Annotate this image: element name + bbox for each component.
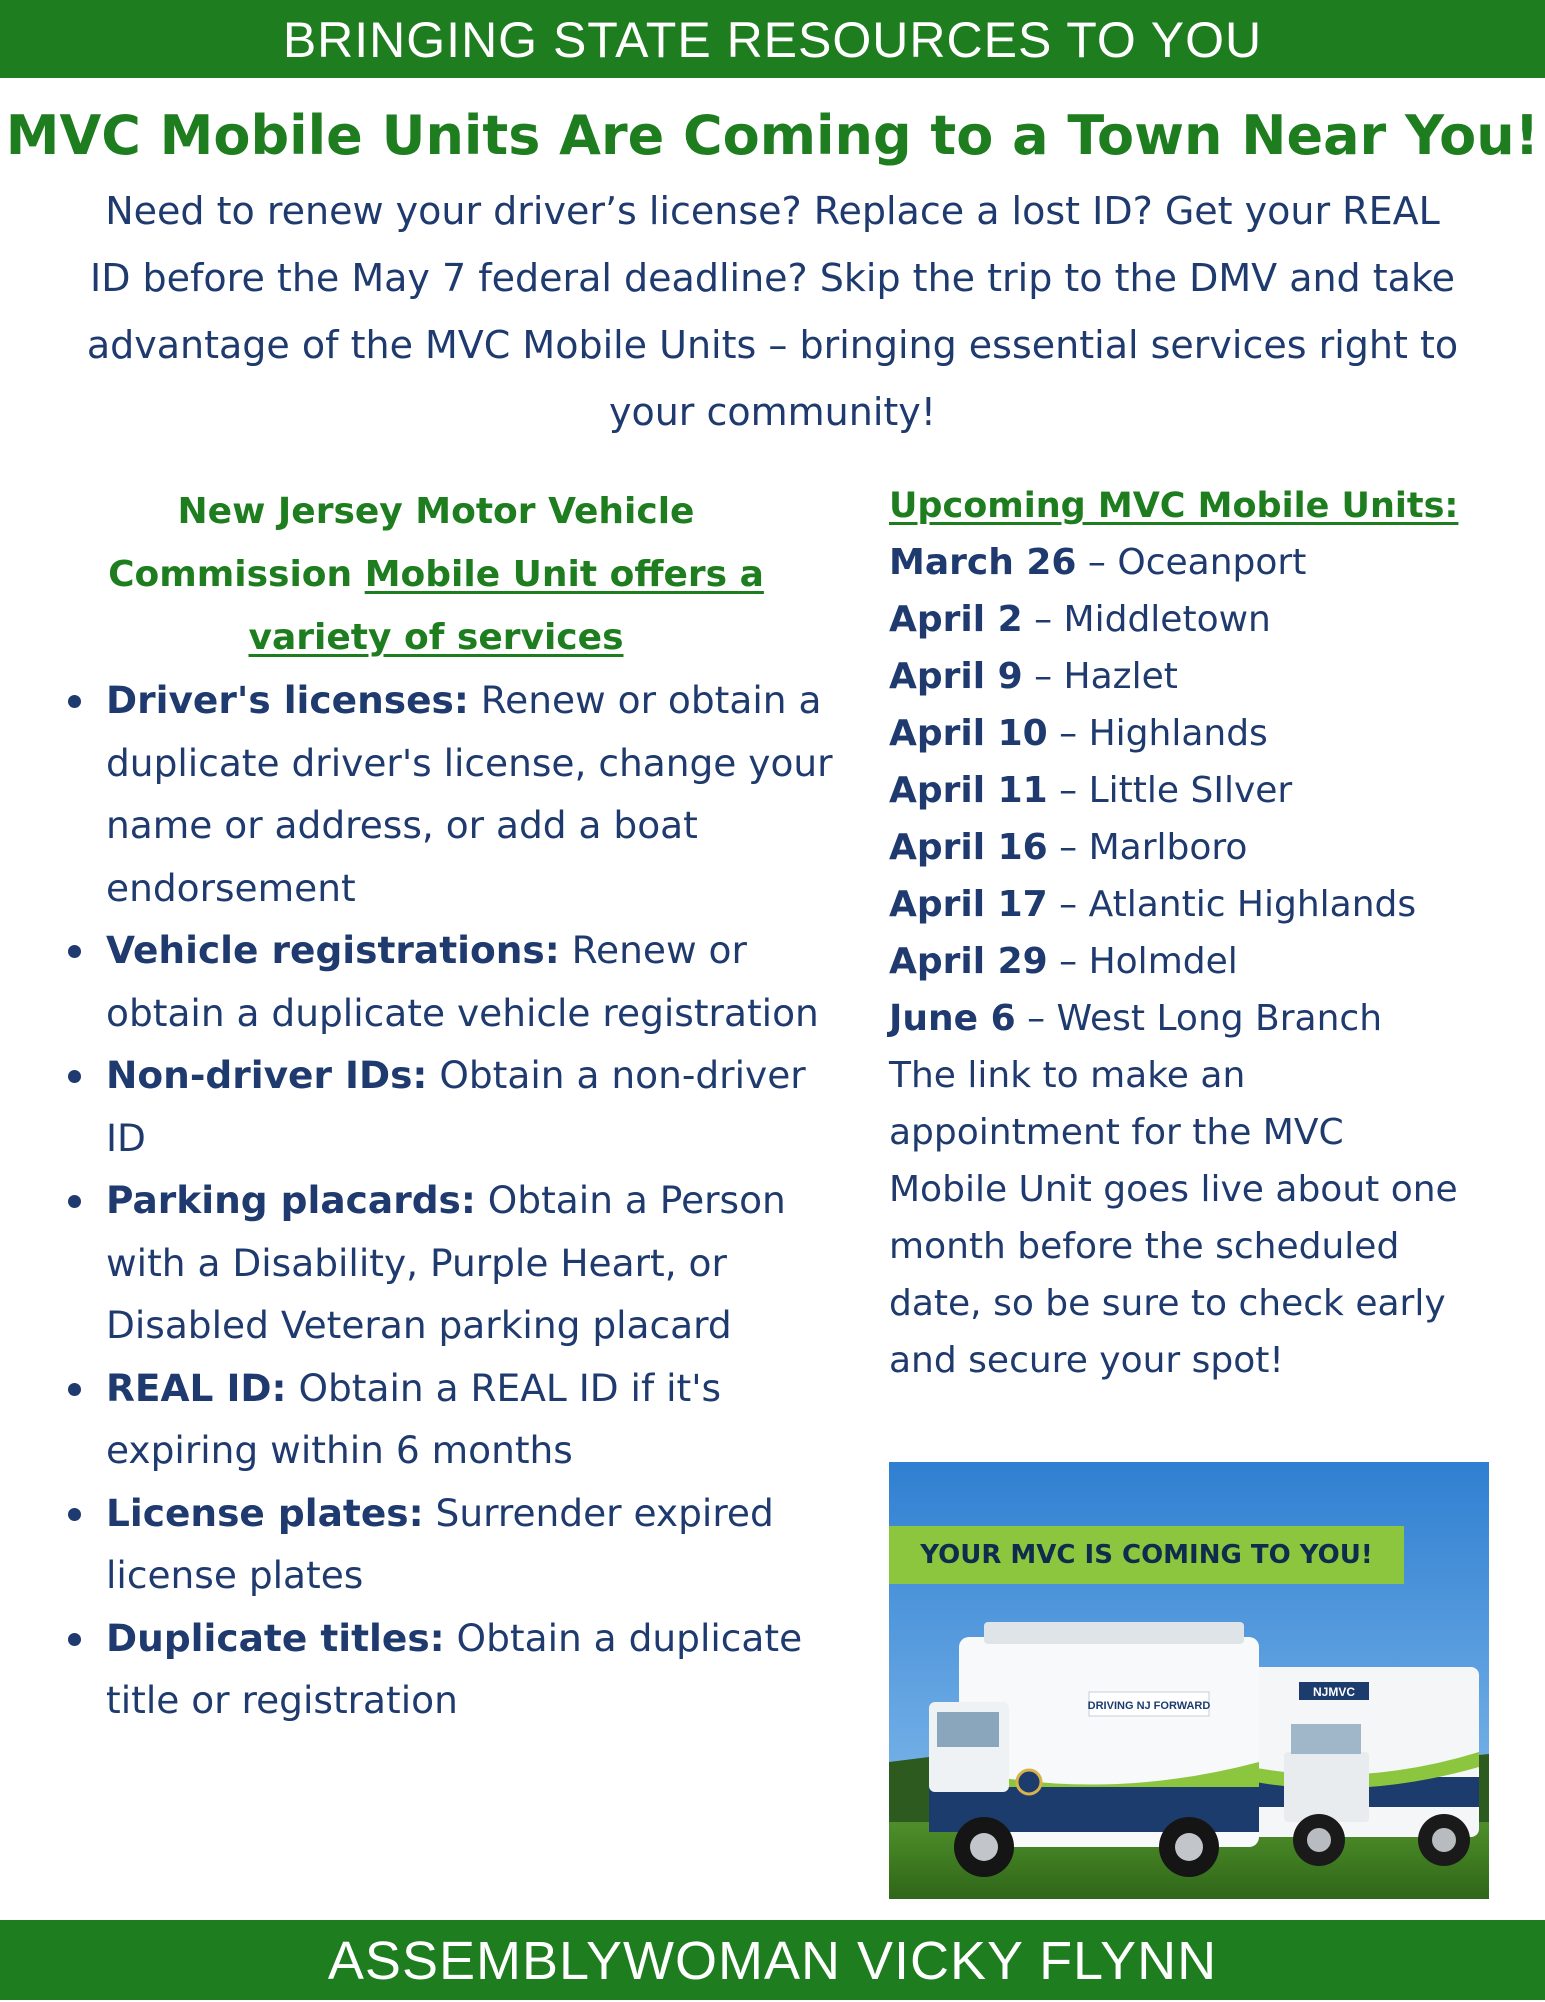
service-item [56,1482,836,1607]
schedule-date: April 11 [889,770,1048,811]
schedule-date: April 9 [889,656,1023,697]
bullet-icon [68,945,81,958]
bullet-icon [68,695,81,708]
bullet-icon [68,1070,81,1083]
top-banner: BRINGING STATE RESOURCES TO YOU [0,0,1545,78]
schedule-date: April 16 [889,827,1048,868]
service-term: License plates: [106,1490,424,1535]
schedule-date: April 29 [889,941,1048,982]
schedule-item [889,591,1489,648]
bullet-icon [68,1195,81,1208]
schedule-item [889,819,1489,876]
schedule-town: – Holmdel [1047,941,1238,982]
services-list [56,669,836,1732]
service-description: Obtain a non-driver ID [106,1053,806,1160]
service-term: Parking placards: [106,1178,476,1222]
service-term: Vehicle registrations: [106,928,560,972]
service-description: Obtain a REAL ID if it's expiring within 6 months [106,1365,722,1472]
schedule-list [889,534,1489,1047]
service-item [56,1169,836,1357]
schedule-town: – Highlands [1047,713,1268,754]
service-description: Obtain a Person with a Disability, Purple Heart, or Disabled Veteran parking placard [106,1178,786,1347]
service-term: REAL ID: [106,1365,287,1410]
intro-paragraph: Need to renew your driver’s license? Replace a lost ID? Get your REAL ID before the May 7 federal deadline? Skip the trip to the DMV and take advantage of the MVC Mobile Units – bringing essential services right to your community! [86,189,1459,434]
schedule-town: – Hazlet [1022,656,1178,697]
schedule-date: April 17 [889,884,1048,925]
bullet-icon [68,1508,81,1521]
services-heading-underlined: Mobile Unit offers a variety of services [248,554,764,658]
photo-banner: YOUR MVC IS COMING TO YOU! [889,1526,1404,1584]
footer-banner: ASSEMBLYWOMAN VICKY FLYNN [0,1920,1545,2000]
schedule-item [889,762,1489,819]
rear-truck [1229,1667,1479,1866]
service-term: Non-driver IDs: [106,1053,428,1097]
schedule-date: April 2 [889,599,1023,640]
mvc-trucks-photo [889,1462,1489,1899]
schedule-item [889,876,1489,933]
schedule-section [889,478,1489,1389]
service-term: Duplicate titles: [106,1615,445,1660]
service-item [56,669,836,919]
schedule-town: – Marlboro [1047,827,1248,868]
service-item [56,1357,836,1482]
schedule-item [889,534,1489,591]
schedule-item [889,648,1489,705]
schedule-item [889,933,1489,990]
service-term: Driver's licenses: [106,678,469,722]
schedule-town: – Middletown [1022,599,1271,640]
service-description: Renew or obtain a duplicate driver's license, change your name or address, or add a boat endorsement [106,678,833,910]
services-heading [56,480,816,669]
service-description: Obtain a duplicate title or registration [106,1615,803,1722]
schedule-date: March 26 [889,542,1077,583]
schedule-town: – Oceanport [1076,542,1307,583]
schedule-date: April 10 [889,713,1048,754]
service-item [56,1044,836,1169]
page-title: MVC Mobile Units Are Coming to a Town Near You! [5,104,1540,167]
service-item [56,919,836,1044]
services-section [56,480,836,1732]
schedule-heading: Upcoming MVC Mobile Units: [889,486,1459,526]
schedule-town: – Little SIlver [1047,770,1293,811]
services-heading-plain: New Jersey Motor Vehicle Commission [108,491,695,595]
bullet-icon [68,1383,81,1396]
schedule-item [889,705,1489,762]
schedule-item [889,990,1489,1047]
rear-truck-label: NJMVC [1312,1685,1356,1699]
bullet-icon [68,1633,81,1646]
schedule-town: – West Long Branch [1015,998,1383,1039]
front-truck-label: DRIVING NJ FORWARD [1087,1700,1211,1712]
schedule-town: – Atlantic Highlands [1047,884,1417,925]
service-item [56,1607,836,1732]
service-description: Renew or obtain a duplicate vehicle registration [106,928,819,1035]
appointment-note: The link to make an appointment for the MVC Mobile Unit goes live about one month before the scheduled date, so be sure to check early and secure your spot! [889,1055,1458,1381]
service-description: Surrender expired license plates [106,1490,774,1597]
schedule-date: June 6 [889,998,1016,1039]
front-truck [929,1622,1259,1877]
